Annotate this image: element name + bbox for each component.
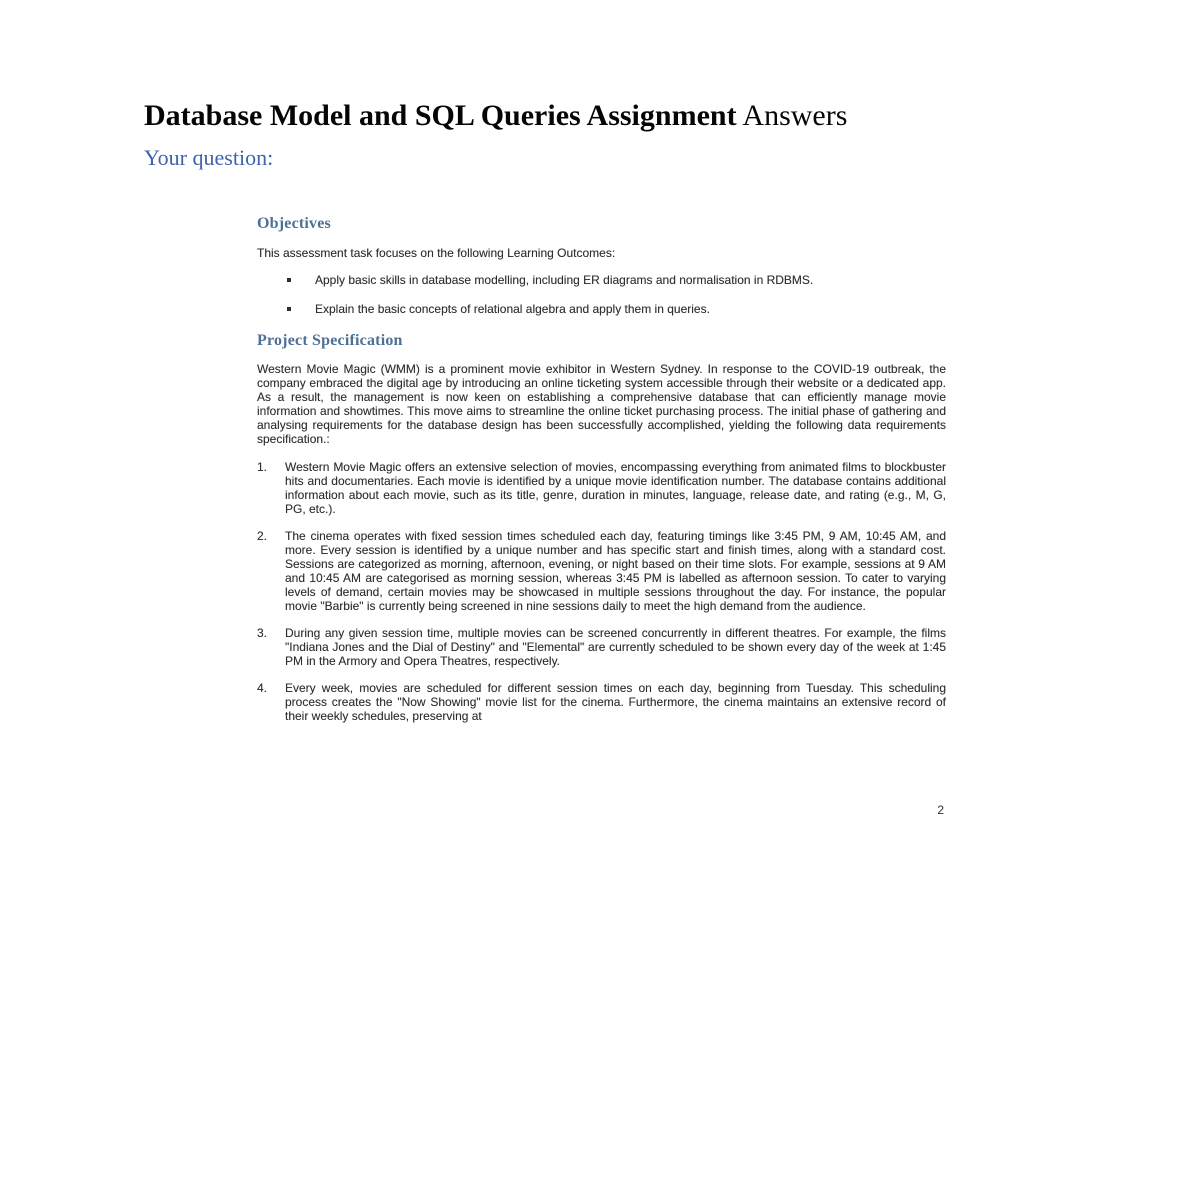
table-row	[257, 460, 946, 516]
page-title	[144, 99, 847, 132]
objectives-bullet-list	[257, 273, 946, 316]
table-row	[257, 681, 946, 723]
item-number: 4.	[257, 681, 268, 695]
bullet-icon	[287, 307, 291, 311]
list-item	[257, 273, 946, 287]
item-text: Every week, movies are scheduled for different session times on each day, beginning from Tuesday. This scheduling process creates the "Now Showing" movie list for the cinema. Furthermore, the cinema maintains an extensive record of their weekly schedules, preserving at	[285, 681, 946, 723]
requirements-numbered-list	[257, 460, 946, 723]
item-number: 2.	[257, 529, 268, 543]
item-text: Western Movie Magic offers an extensive selection of movies, encompassing everything from animated films to blockbuster hits and documentaries. Each movie is identified by a unique movie identification number. The database contains additional information about each movie, such as its title, genre, duration in minutes, language, release date, and rating (e.g., M, G, PG, etc.).	[285, 460, 946, 516]
page-number: 2	[937, 803, 944, 817]
item-number: 1.	[257, 460, 268, 474]
table-row	[257, 529, 946, 613]
bullet-text: Apply basic skills in database modelling, including ER diagrams and normalisation in RDBMS.	[315, 273, 814, 287]
item-text: The cinema operates with fixed session times scheduled each day, featuring timings like 3:45 PM, 9 AM, 10:45 AM, and more. Every session is identified by a unique number and has specific start and finish times, along with a standard cost. Sessions are categorized as morning, afternoon, evening, or night based on their time slots. For example, sessions at 9 AM and 10:45 AM are categorised as morning session, whereas 3:45 PM is labelled as afternoon session. To cater to varying levels of demand, certain movies may be showcased in multiple sessions throughout the day. For instance, the popular movie "Barbie" is currently being screened in nine sessions daily to meet the high demand from the audience.	[285, 529, 946, 613]
item-text: During any given session time, multiple movies can be screened concurrently in different theatres. For example, the films "Indiana Jones and the Dial of Destiny" and "Elemental" are currently scheduled to be shown every day of the week at 1:45 PM in the Armory and Opera Theatres, respectively.	[285, 626, 946, 668]
objectives-intro: This assessment task focuses on the following Learning Outcomes:	[257, 246, 616, 260]
bullet-text: Explain the basic concepts of relational algebra and apply them in queries.	[315, 302, 710, 316]
table-row	[257, 626, 946, 668]
list-item	[257, 302, 946, 316]
item-number: 3.	[257, 626, 268, 640]
page-title-regular-part: Answers	[736, 99, 848, 132]
embedded-document	[257, 214, 946, 736]
section-heading-objectives: Objectives	[257, 215, 331, 232]
section-heading-project-specification: Project Specification	[257, 332, 403, 349]
your-question-label: Your question:	[144, 145, 274, 170]
bullet-icon	[287, 278, 291, 282]
page-title-bold-part: Database Model and SQL Queries Assignment	[144, 99, 737, 132]
project-specification-paragraph: Western Movie Magic (WMM) is a prominent movie exhibitor in Western Sydney. In response to the COVID-19 outbreak, the company embraced the digital age by introducing an online ticketing system accessible through their website or a dedicated app. As a result, the management is now keen on establishing a comprehensive database that can efficiently manage movie information and showtimes. This move aims to streamline the online ticket purchasing process. The initial phase of gathering and analysing requirements for the database design has been successfully accomplished, yielding the following data requirements specification.:	[257, 362, 946, 446]
